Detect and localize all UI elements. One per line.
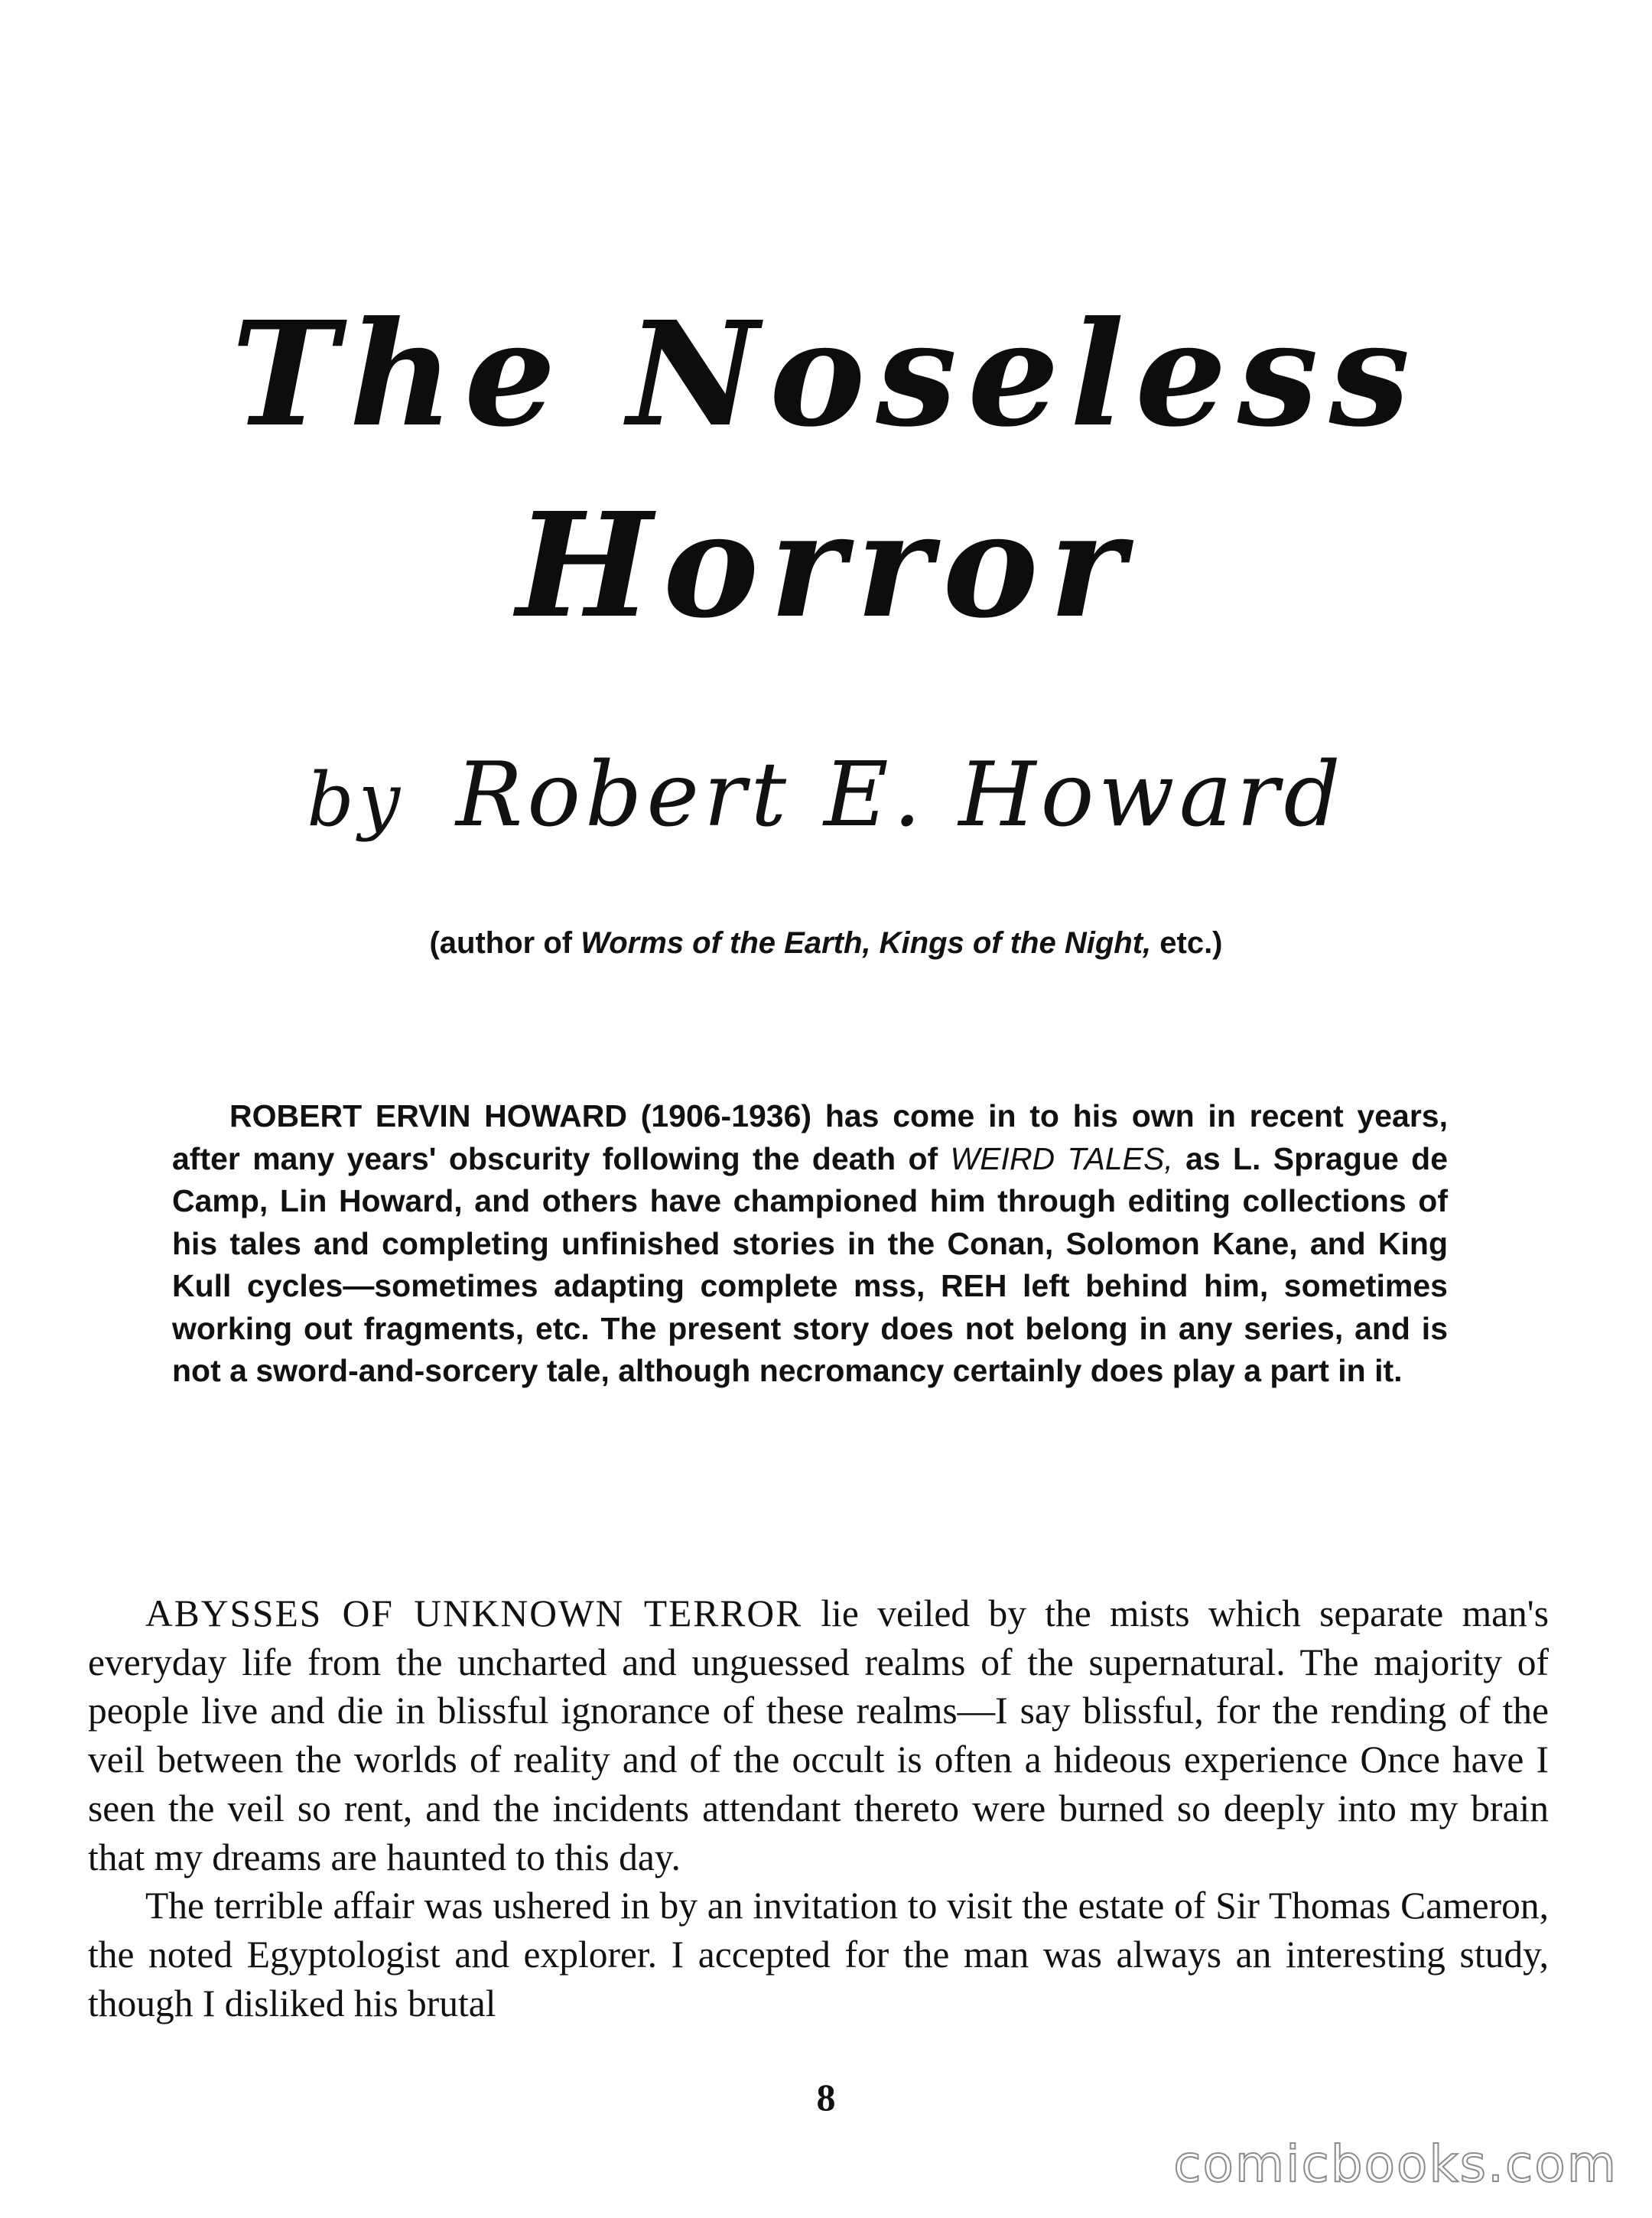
author-name: Robert E. Howard xyxy=(455,743,1345,847)
intro-magazine-name: WEIRD TALES, xyxy=(950,1140,1173,1176)
credit-works: Worms of the Earth, Kings of the Night, xyxy=(580,926,1152,960)
author-byline xyxy=(0,738,1652,857)
page-number: 8 xyxy=(816,2076,836,2119)
story-paragraph-1-text: lie veiled by the mists which separate man's everyday life from the uncharted and unguessed realms of the supernatural. The majority of people live and die in blissful ignorance of these realms—I say blissful, for the rending of the veil between the worlds of reality and of the occult is often a hideous experience Once have I seen the veil so rent, and the incidents attendant thereto were burned so deeply into my brain that my dreams are haunted to this day. xyxy=(88,1592,1549,1878)
story-title-line-2: Horror xyxy=(516,481,1136,650)
author-credit xyxy=(0,922,1652,964)
credit-prefix: (author of xyxy=(429,926,581,960)
story-lead-in: ABYSSES OF UNKNOWN TERROR xyxy=(145,1592,803,1634)
story-paragraph-1 xyxy=(88,1589,1549,1881)
editorial-introduction xyxy=(172,1095,1448,1393)
intro-text-part-1: ROBERT ERVIN HOWARD (1906-1936) has come in to his own in recent years, after many years' obscurity following the death of xyxy=(172,1098,1448,1176)
byline-prefix: by xyxy=(307,757,405,843)
site-watermark: comicbooks.com xyxy=(1173,2135,1618,2194)
story-body xyxy=(88,1589,1549,2028)
story-title-line-1: The Noseless xyxy=(231,290,1421,459)
story-paragraph-2: The terrible affair was ushered in by an invitation to visit the estate of Sir Thomas Cameron, the noted Egyptologist and explorer. I accepted for the man was always an interesting study, though I disliked his brutal xyxy=(88,1885,1549,2024)
credit-suffix: etc.) xyxy=(1151,926,1223,960)
intro-text-part-2: as L. Sprague de Camp, Lin Howard, and others have championed him through editing collections of his tales and completing unfinished stories in the Conan, Solomon Kane, and King Kull cycles—sometimes adapting complete mss, REH left behind him, sometimes working out fragments, etc. The present story does not belong in any series, and is not a sword-and-sorcery tale, although necromancy certainly does play a part in it. xyxy=(172,1140,1449,1388)
